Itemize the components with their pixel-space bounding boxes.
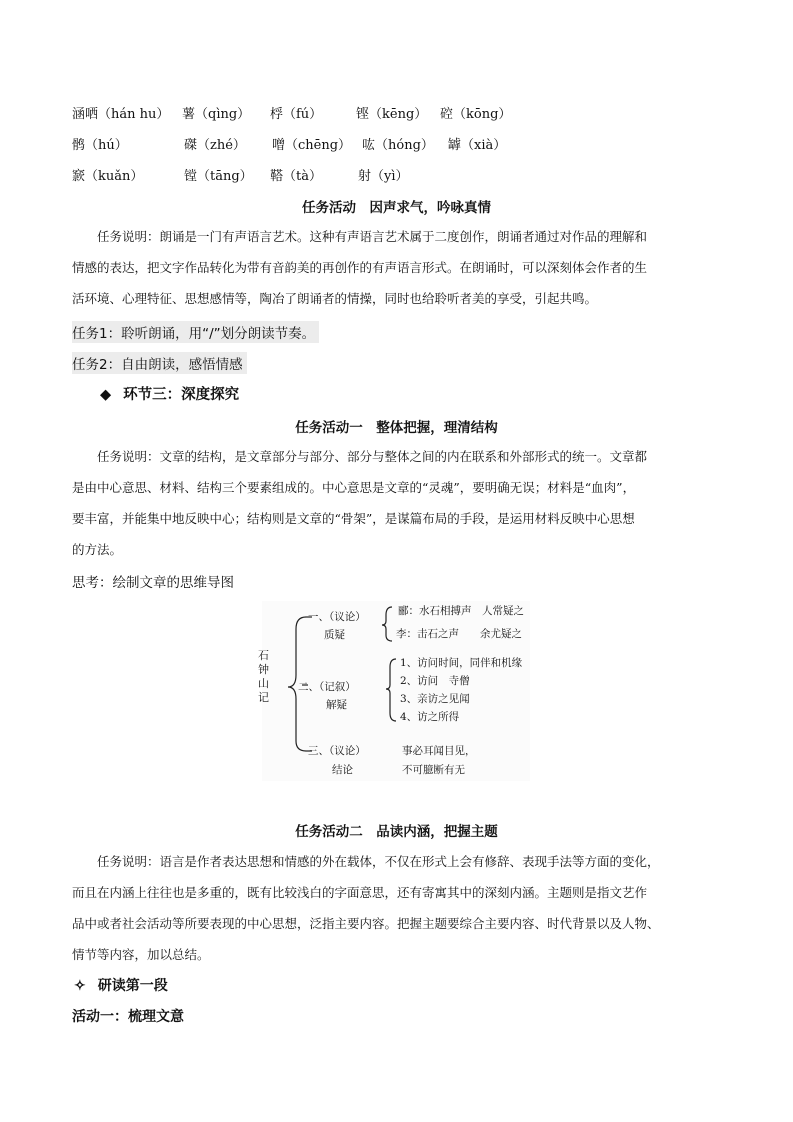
- pron-item: 涵哂（hán hu）: [72, 107, 170, 122]
- paragraph-line: 活环境、心理特征、思想感情等，陶冶了朗诵者的情操，同时也给聆听者美的享受，引起共鸣。: [72, 291, 598, 306]
- pron-item: 硿（kōng）: [440, 107, 512, 122]
- branch2-brace: [386, 659, 396, 721]
- activity-one-title: 任务活动一 整体把握，理清结构: [295, 420, 498, 436]
- paragraph-line: 情感的表达，把文字作品转化为带有音韵美的再创作的有声语言形式。在朗诵时，可以深刻体会作者的生: [72, 260, 648, 275]
- activity-reading-paragraph: [72, 221, 722, 314]
- branch1-item: 李：击石之声 余尤疑之: [396, 628, 522, 640]
- pron-item: 鞳（tà）: [270, 169, 322, 184]
- paragraph-line: 情节等内容，加以总结。: [72, 947, 210, 962]
- section-heading: [100, 383, 239, 404]
- pron-item: 薯（qìng）: [182, 107, 251, 122]
- branch3-label: 结论: [332, 764, 353, 776]
- pron-item: 磔（zhé）: [184, 138, 246, 153]
- paragraph-line: 要丰富，并能集中地反映中心；结构则是文章的“骨架”，是谋篇布局的手段，是运用材料反映中心思想: [72, 511, 635, 526]
- pron-item: 噌（chēng）: [272, 138, 352, 153]
- paragraph-line: 任务说明：文章的结构，是文章部分与部分、部分与整体之间的内在联系和外部形式的统一。文章都: [72, 449, 648, 464]
- branch2-num: 二、（记叙）: [298, 681, 356, 693]
- think-prompt: 思考：绘制文章的思维导图: [72, 575, 234, 591]
- branch2-item: 3、亲访之见闻: [400, 693, 470, 705]
- pron-item: 铿（kēng）: [356, 107, 428, 122]
- activity-one-paragraph: [72, 441, 722, 565]
- activity1-title: 活动一：梳理文意: [72, 1009, 184, 1025]
- task-1: 任务1：聆听朗诵，用“/”划分朗读节奏。: [72, 321, 319, 343]
- branch2-item: 1、访问时间，同伴和机缘: [400, 657, 523, 669]
- paragraph-line: 品中或者社会活动等所要表现的中心思想，泛指主要内容。把握主题要综合主要内容、时代背景以及人物、: [72, 916, 660, 931]
- pron-item: 射（yì）: [358, 169, 409, 184]
- activity-two-title: 任务活动二 品读内涵，把握主题: [295, 824, 498, 840]
- mind-map-diagram: [258, 601, 530, 781]
- branch2-label: 解疑: [326, 699, 347, 711]
- pron-item: 罅（xià）: [448, 138, 507, 153]
- study-title: 研读第一段: [97, 978, 168, 994]
- sparkle-icon: ✧: [74, 978, 86, 994]
- branch2-item: 4、访之所得: [400, 711, 460, 723]
- branch1-label: 质疑: [324, 629, 345, 641]
- root-char: 山: [258, 677, 269, 690]
- branch1-num: 一、（议论）: [308, 611, 366, 623]
- diamond-icon: ◆: [100, 386, 112, 403]
- paragraph-line: 是由中心意思、材料、结构三个要素组成的。中心意思是文章的“灵魂”，要明确无误；材料是“血肉”，: [72, 480, 636, 495]
- study-heading: [74, 975, 168, 995]
- pron-item: 窾（kuǎn）: [72, 169, 144, 184]
- activity-two-paragraph: [72, 846, 722, 970]
- branch3-item: 不可臆断有无: [402, 764, 465, 776]
- paragraph-line: 任务说明：朗诵是一门有声语言艺术。这种有声语言艺术属于二度创作，朗诵者通过对作品的理解和: [72, 229, 648, 244]
- root-title: [258, 649, 269, 705]
- root-char: 石: [258, 649, 269, 662]
- paragraph-line: 的方法。: [72, 542, 123, 557]
- pron-item: 桴（fú）: [270, 107, 323, 122]
- section-title: 环节三：深度探究: [123, 386, 240, 403]
- branch3-num: 三、（议论）: [308, 745, 366, 757]
- pron-item: 鹘（hú）: [72, 138, 128, 153]
- pron-item: 镗（tāng）: [184, 169, 253, 184]
- branch3-item: 事必耳闻目见，: [402, 745, 476, 757]
- root-char: 记: [258, 691, 269, 704]
- paragraph-line: 而且在内涵上往往也是多重的，既有比较浅白的字面意思，还有寄寓其中的深刻内涵。主题则是指文艺作: [72, 885, 648, 900]
- task-2: 任务2：自由朗读，感悟情感: [72, 352, 247, 374]
- branch2-item: 2、访问 寺僧: [400, 675, 470, 687]
- root-char: 钟: [258, 663, 269, 676]
- branch1-item: 郦：水石相搏声 人常疑之: [398, 605, 524, 617]
- activity-reading-title: 任务活动 因声求气，吟咏真情: [302, 200, 491, 216]
- pron-item: 吰（hóng）: [362, 138, 434, 153]
- branch1-brace: [382, 607, 392, 641]
- paragraph-line: 任务说明：语言是作者表达思想和情感的外在载体，不仅在形式上会有修辞、表现手法等方面的变化，: [72, 854, 660, 869]
